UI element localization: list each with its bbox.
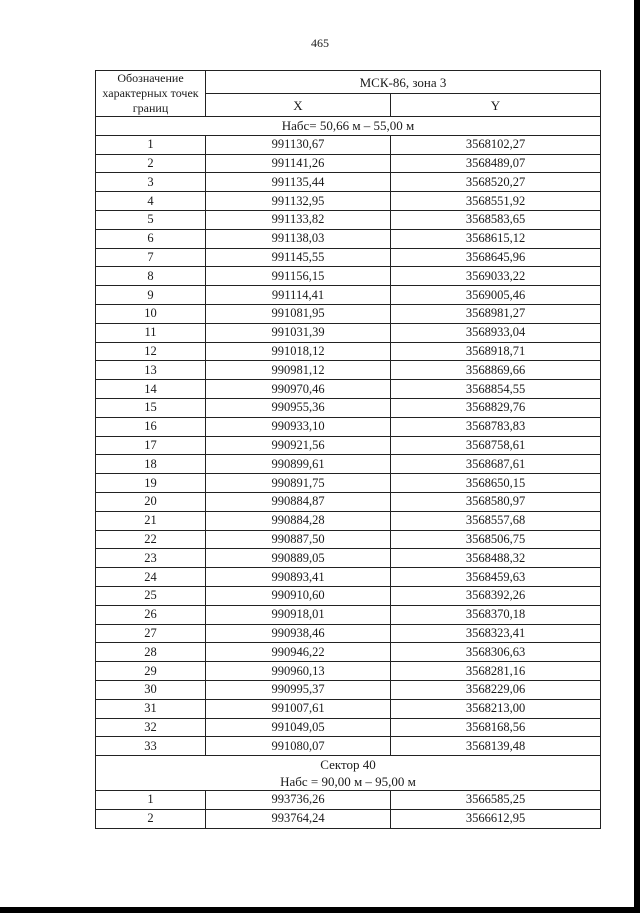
x-coordinate-cell: 990970,46 (206, 380, 391, 399)
y-coordinate-cell: 3569005,46 (391, 286, 601, 305)
y-coordinate-cell: 3568783,83 (391, 417, 601, 436)
point-number-cell: 23 (96, 549, 206, 568)
y-coordinate-cell: 3568229,06 (391, 680, 601, 699)
x-coordinate-cell: 991018,12 (206, 342, 391, 361)
point-number-cell: 7 (96, 248, 206, 267)
sector-title: Сектор 40 (320, 757, 376, 773)
y-coordinate-cell: 3568918,71 (391, 342, 601, 361)
table-row (96, 605, 601, 624)
table-row (96, 304, 601, 323)
y-coordinate-cell: 3568687,61 (391, 455, 601, 474)
y-coordinate-cell: 3568645,96 (391, 248, 601, 267)
y-coordinate-cell: 3568168,56 (391, 718, 601, 737)
y-coordinate-cell: 3568213,00 (391, 699, 601, 718)
x-coordinate-cell: 991130,67 (206, 135, 391, 154)
table-row (96, 154, 601, 173)
x-coordinate-cell: 990933,10 (206, 417, 391, 436)
table-row (96, 474, 601, 493)
table-row (96, 173, 601, 192)
x-coordinate-cell: 990921,56 (206, 436, 391, 455)
y-coordinate-cell: 3568520,27 (391, 173, 601, 192)
point-number-cell: 4 (96, 192, 206, 211)
table-row (96, 549, 601, 568)
x-coordinate-cell: 990910,60 (206, 586, 391, 605)
table-row (96, 229, 601, 248)
x-coordinate-cell: 991135,44 (206, 173, 391, 192)
table-row (96, 680, 601, 699)
table-row (96, 586, 601, 605)
point-number-cell: 25 (96, 586, 206, 605)
x-coordinate-cell: 991138,03 (206, 229, 391, 248)
x-coordinate-cell: 991007,61 (206, 699, 391, 718)
table-row (96, 267, 601, 286)
sector-header-row (96, 756, 601, 791)
y-coordinate-cell: 3569033,22 (391, 267, 601, 286)
point-number-cell: 2 (96, 154, 206, 173)
point-number-cell: 5 (96, 210, 206, 229)
sector-header-cell (96, 756, 601, 791)
x-column-header: X (206, 94, 391, 117)
table-row (96, 455, 601, 474)
y-coordinate-cell: 3568551,92 (391, 192, 601, 211)
x-coordinate-cell: 990899,61 (206, 455, 391, 474)
table-row (96, 210, 601, 229)
y-coordinate-cell: 3568306,63 (391, 643, 601, 662)
section-title: Набс= 50,66 м – 55,00 м (96, 117, 601, 136)
x-coordinate-cell: 990918,01 (206, 605, 391, 624)
point-number-cell: 2 (96, 809, 206, 828)
point-number-cell: 28 (96, 643, 206, 662)
y-coordinate-cell: 3568933,04 (391, 323, 601, 342)
y-coordinate-cell: 3568829,76 (391, 398, 601, 417)
point-number-cell: 21 (96, 511, 206, 530)
table-row (96, 624, 601, 643)
point-number-cell: 16 (96, 417, 206, 436)
point-number-cell: 10 (96, 304, 206, 323)
table-row (96, 492, 601, 511)
x-coordinate-cell: 991114,41 (206, 286, 391, 305)
table-row (96, 380, 601, 399)
x-coordinate-cell: 991141,26 (206, 154, 391, 173)
point-number-cell: 32 (96, 718, 206, 737)
x-coordinate-cell: 990955,36 (206, 398, 391, 417)
y-coordinate-cell: 3568323,41 (391, 624, 601, 643)
y-coordinate-cell: 3568102,27 (391, 135, 601, 154)
y-coordinate-cell: 3568557,68 (391, 511, 601, 530)
coordinate-system-header: МСК-86, зона 3 (206, 71, 601, 94)
y-coordinate-cell: 3566585,25 (391, 791, 601, 810)
point-number-cell: 17 (96, 436, 206, 455)
point-number-cell: 31 (96, 699, 206, 718)
y-coordinate-cell: 3568869,66 (391, 361, 601, 380)
x-coordinate-cell: 990938,46 (206, 624, 391, 643)
point-number-cell: 29 (96, 662, 206, 681)
y-coordinate-cell: 3568281,16 (391, 662, 601, 681)
x-coordinate-cell: 991132,95 (206, 192, 391, 211)
table-header-row (96, 71, 601, 94)
point-number-cell: 9 (96, 286, 206, 305)
point-number-cell: 12 (96, 342, 206, 361)
table-row (96, 791, 601, 810)
section-header-row (96, 117, 601, 136)
table-row (96, 718, 601, 737)
table-row (96, 809, 601, 828)
y-coordinate-cell: 3568854,55 (391, 380, 601, 399)
table-row (96, 568, 601, 587)
x-coordinate-cell: 990981,12 (206, 361, 391, 380)
table-row (96, 737, 601, 756)
x-coordinate-cell: 991081,95 (206, 304, 391, 323)
table-row (96, 643, 601, 662)
point-number-cell: 11 (96, 323, 206, 342)
point-number-cell: 20 (96, 492, 206, 511)
table-row (96, 436, 601, 455)
table-row (96, 530, 601, 549)
table-row (96, 361, 601, 380)
point-number-cell: 19 (96, 474, 206, 493)
table-row (96, 417, 601, 436)
point-number-cell: 22 (96, 530, 206, 549)
point-number-cell: 15 (96, 398, 206, 417)
y-coordinate-cell: 3568459,63 (391, 568, 601, 587)
point-number-cell: 26 (96, 605, 206, 624)
table-row (96, 398, 601, 417)
y-coordinate-cell: 3568139,48 (391, 737, 601, 756)
x-coordinate-cell: 990884,87 (206, 492, 391, 511)
table-row (96, 248, 601, 267)
x-coordinate-cell: 993764,24 (206, 809, 391, 828)
table-row (96, 662, 601, 681)
x-coordinate-cell: 990884,28 (206, 511, 391, 530)
page-number: 465 (311, 36, 329, 50)
table-row (96, 286, 601, 305)
y-coordinate-cell: 3566612,95 (391, 809, 601, 828)
point-number-cell: 33 (96, 737, 206, 756)
y-coordinate-cell: 3568488,32 (391, 549, 601, 568)
x-coordinate-cell: 991145,55 (206, 248, 391, 267)
x-coordinate-cell: 991133,82 (206, 210, 391, 229)
coordinates-table (95, 70, 601, 829)
x-coordinate-cell: 990995,37 (206, 680, 391, 699)
y-coordinate-cell: 3568392,26 (391, 586, 601, 605)
y-coordinate-cell: 3568580,97 (391, 492, 601, 511)
y-coordinate-cell: 3568981,27 (391, 304, 601, 323)
y-coordinate-cell: 3568758,61 (391, 436, 601, 455)
x-coordinate-cell: 990893,41 (206, 568, 391, 587)
table-row (96, 192, 601, 211)
point-number-cell: 30 (96, 680, 206, 699)
x-coordinate-cell: 990960,13 (206, 662, 391, 681)
point-number-cell: 14 (96, 380, 206, 399)
x-coordinate-cell: 990891,75 (206, 474, 391, 493)
section-title: Набс = 90,00 м – 95,00 м (280, 774, 416, 790)
point-number-cell: 18 (96, 455, 206, 474)
table-row (96, 323, 601, 342)
y-coordinate-cell: 3568650,15 (391, 474, 601, 493)
x-coordinate-cell: 991156,15 (206, 267, 391, 286)
point-number-cell: 6 (96, 229, 206, 248)
y-coordinate-cell: 3568583,65 (391, 210, 601, 229)
point-number-cell: 1 (96, 135, 206, 154)
point-number-cell: 3 (96, 173, 206, 192)
y-coordinate-cell: 3568615,12 (391, 229, 601, 248)
point-number-cell: 27 (96, 624, 206, 643)
points-column-header: Обозначение характерных точек границ (96, 71, 206, 117)
table-row (96, 511, 601, 530)
point-number-cell: 1 (96, 791, 206, 810)
x-coordinate-cell: 990887,50 (206, 530, 391, 549)
y-coordinate-cell: 3568489,07 (391, 154, 601, 173)
y-coordinate-cell: 3568506,75 (391, 530, 601, 549)
table-row (96, 342, 601, 361)
y-column-header: Y (391, 94, 601, 117)
x-coordinate-cell: 991031,39 (206, 323, 391, 342)
table-row (96, 135, 601, 154)
x-coordinate-cell: 993736,26 (206, 791, 391, 810)
table-row (96, 699, 601, 718)
x-coordinate-cell: 990946,22 (206, 643, 391, 662)
x-coordinate-cell: 990889,05 (206, 549, 391, 568)
x-coordinate-cell: 991080,07 (206, 737, 391, 756)
point-number-cell: 8 (96, 267, 206, 286)
point-number-cell: 24 (96, 568, 206, 587)
y-coordinate-cell: 3568370,18 (391, 605, 601, 624)
point-number-cell: 13 (96, 361, 206, 380)
x-coordinate-cell: 991049,05 (206, 718, 391, 737)
